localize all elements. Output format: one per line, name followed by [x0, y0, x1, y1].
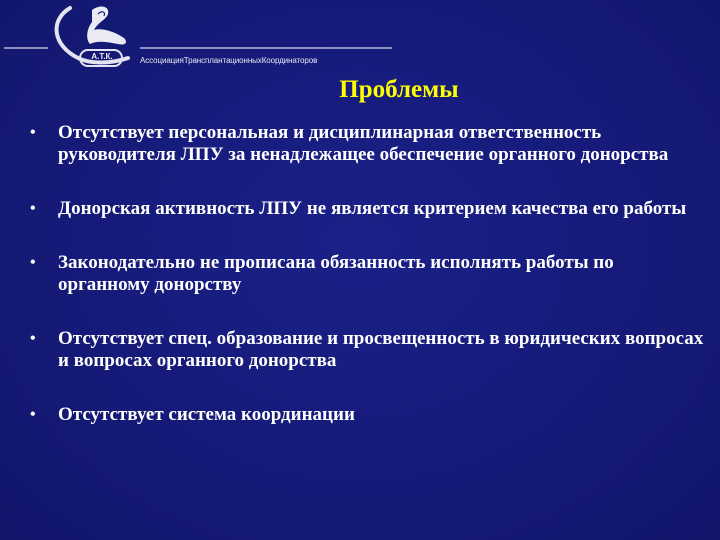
- logo-badge-text: А.Т.К.: [91, 52, 113, 61]
- bullet-dot: •: [30, 254, 36, 271]
- bullet-item: [30, 122, 710, 166]
- bullet-dot: •: [30, 406, 36, 423]
- organization-name: АссоциацияТрансплантационныхКоординаторов: [140, 56, 318, 65]
- logo-graphic: [0, 0, 720, 80]
- bullet-text: Отсутствует система координации: [58, 404, 355, 425]
- bullet-dot: •: [30, 200, 36, 217]
- bullet-list: [30, 122, 710, 426]
- bullet-dot: •: [30, 330, 36, 347]
- bullet-item: [30, 198, 710, 220]
- bullet-dot: •: [30, 124, 36, 141]
- bullet-item: [30, 328, 710, 372]
- bullet-text: Отсутствует спец. образование и просвещенность в юридических вопросах и вопросах органного донорства: [58, 328, 704, 371]
- bullet-item: [30, 404, 710, 426]
- header-logo-area: [0, 0, 720, 80]
- slide-title: Проблемы: [339, 76, 459, 103]
- bullet-text: Законодательно не прописана обязанность исполнять работы по органному донорству: [58, 252, 614, 295]
- slide-title-container: [0, 76, 720, 104]
- logo-bird: [87, 7, 126, 45]
- bullet-item: [30, 252, 710, 296]
- bullet-text: Донорская активность ЛПУ не является критерием качества его работы: [58, 198, 687, 219]
- bullet-text: Отсутствует персональная и дисциплинарная ответственность руководителя ЛПУ за ненадлежащее обеспечение органного донорства: [58, 122, 669, 165]
